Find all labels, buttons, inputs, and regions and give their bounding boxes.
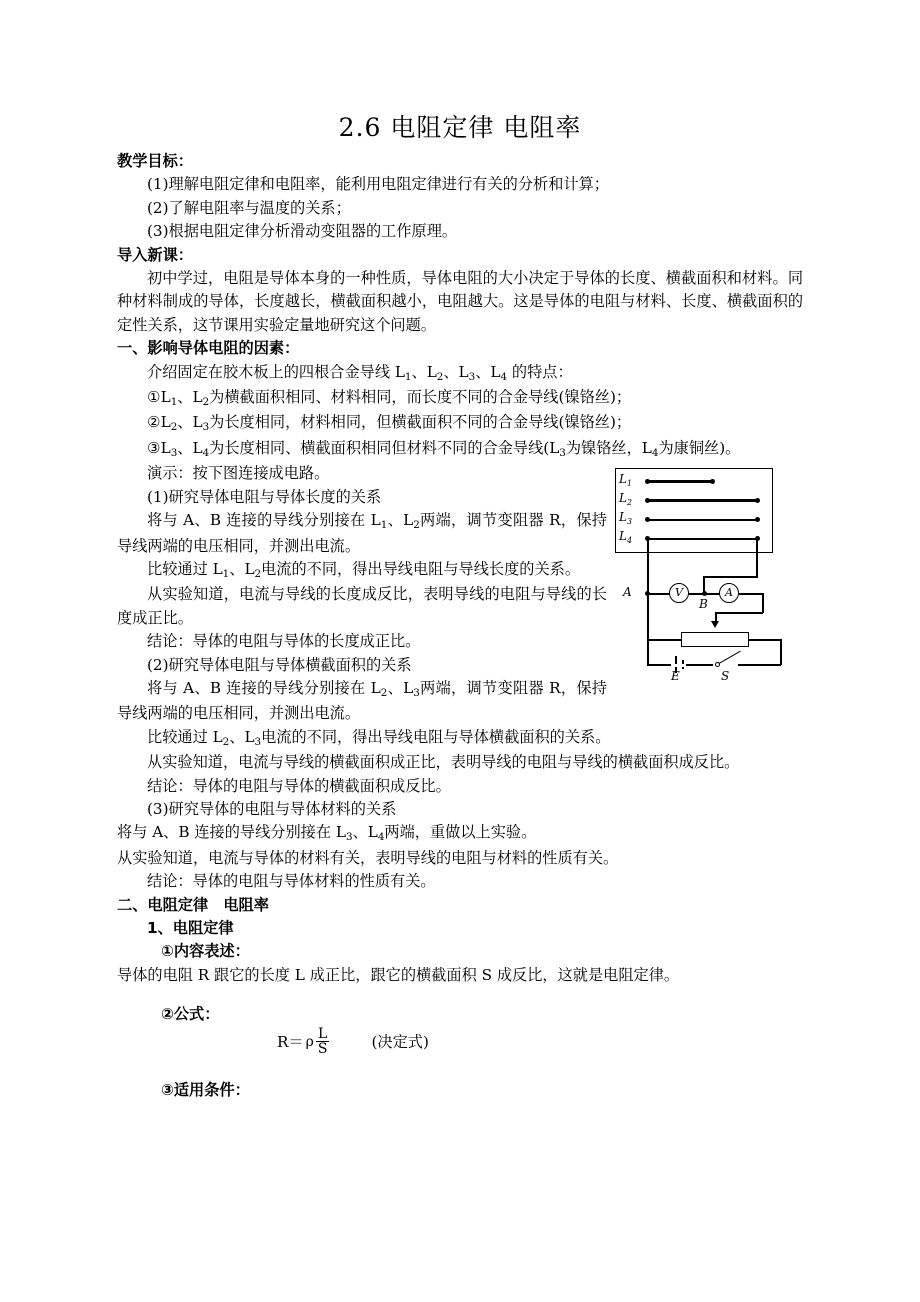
- label-node-a: A: [623, 585, 632, 600]
- wire-rheostat-left: [647, 639, 681, 641]
- experiment-1-para-2: 比较通过 $L_1$、$L_2$电流的不同，得出导线电阻与导线长度的关系。: [147, 559, 581, 580]
- wire-right-vertical: [780, 639, 782, 665]
- label-node-b: B: [699, 597, 708, 612]
- experiment-1-conclusion: 结论：导体的电阻与导体的长度成正比。: [147, 632, 421, 651]
- experiment-3-conclusion: 结论：导体的电阻与导体材料的性质有关。: [147, 872, 436, 891]
- bus-left-vertical: [647, 538, 649, 665]
- wire-l4: [647, 538, 758, 540]
- wire-rheostat-right: [749, 639, 781, 641]
- ammeter-icon: A: [719, 583, 739, 603]
- section-one-heading: 一、影响导体电阻的因素：: [117, 339, 300, 358]
- wire-item-2: $②L_2$、$L_3$为长度相同，材料相同，但横截面积不同的合金导线(镍铬丝)；: [147, 413, 632, 434]
- slider-arrow-icon: [711, 621, 719, 628]
- experiment-1-para-3: 从实验知道，电流与导线的长度成反比，表明导线的电阻与导线的长度成正比。: [117, 585, 607, 627]
- rail-right-of-switch: [738, 664, 781, 666]
- wire-item-3: $③L_3$、$L_4$为长度相同、横截面积相同但材料不同的合金导线($L_3$为镍铬丝，$L_4$为康铜丝)。: [147, 438, 741, 459]
- objective-item-2: (2)了解电阻率与温度的关系；: [147, 198, 351, 217]
- rail-left-of-battery: [647, 664, 671, 666]
- wire-ammeter-out: [739, 593, 763, 595]
- label-l3: $L_3$: [619, 510, 632, 526]
- label-switch: S: [721, 669, 730, 684]
- page-content: [117, 0, 803, 1102]
- formula-note: (决定式): [371, 1033, 429, 1052]
- wire-to-slider: [715, 612, 763, 614]
- wire-item-1: $①L_1$、$L_2$为横截面积相同、材料相同，而长度不同的合金导线(镍铬丝)；: [147, 388, 632, 408]
- objective-item-3: (3)根据电阻定律分析滑动变阻器的工作原理。: [147, 222, 458, 241]
- rail-battery-to-switch: [686, 664, 716, 666]
- lead-right-vertical: [756, 538, 758, 577]
- rheostat-body: [681, 632, 749, 647]
- experiment-3-title: (3)研究导体的电阻与导体材料的关系: [147, 799, 397, 818]
- wire-l2: [647, 499, 758, 502]
- demo-line: 演示：按下图连接成电路。: [147, 464, 330, 483]
- experiment-3-para-1: 将与 A、B 连接的导线分别接在 $L_3$、$L_4$两端，重做以上实验。: [117, 823, 537, 844]
- label-l4: $L_4$: [619, 529, 632, 545]
- formula-denominator: S: [317, 1041, 328, 1058]
- circuit-diagram: [607, 466, 803, 690]
- section-one-intro: 介绍固定在胶木板上的四根合金导线 $L_1$、$L_2$、$L_3$、$L_4$ 的特点：: [147, 362, 573, 383]
- wire-a-to-voltmeter: [647, 593, 670, 595]
- objectives-heading: 教学目标：: [117, 152, 193, 170]
- experiment-2-para-2: 比较通过 $L_2$、$L_3$电流的不同，得出导线电阻与导体横截面积的关系。: [147, 727, 611, 748]
- lead-right-horizontal: [703, 576, 758, 578]
- page-title: 2.6 电阻定律 电阻率: [338, 113, 582, 142]
- wire-l1: [647, 480, 713, 483]
- experiment-1-para-1: 将与 A、B 连接的导线分别接在 $L_1$、$L_2$两端，调节变阻器 R，保持导线两端的电压相同，并测出电流。: [117, 511, 607, 555]
- experiment-2-title: (2)研究导体电阻与导体横截面积的关系: [147, 655, 412, 674]
- label-l1: $L_1$: [619, 472, 632, 488]
- experiment-2-conclusion: 结论：导体的电阻与导体的横截面积成反比。: [147, 776, 451, 795]
- voltmeter-icon: V: [669, 583, 689, 603]
- resistance-formula: [117, 1027, 803, 1079]
- objective-item-1: (1)理解电阻定律和电阻率，能利用电阻定律进行有关的分析和计算；: [147, 175, 609, 194]
- label-l2: $L_2$: [619, 491, 632, 507]
- intro-heading: 导入新课：: [117, 245, 193, 264]
- experiment-1-title: (1)研究导体电阻与导体长度的关系: [147, 487, 382, 506]
- law-subheading: 1、电阻定律: [147, 919, 234, 937]
- wire-ammeter-down: [762, 593, 764, 613]
- wire-l3: [647, 519, 758, 521]
- law-item-1-heading: ①内容表述：: [161, 942, 250, 961]
- wire-b-to-ammeter: [704, 593, 720, 595]
- circuit-diagram-figure: [607, 466, 803, 690]
- formula-numerator: L: [318, 1025, 328, 1042]
- section-two-heading: 二、电阻定律 电阻率: [117, 895, 269, 914]
- formula-rho: ρ: [305, 1033, 314, 1050]
- formula-fraction: [316, 1027, 330, 1057]
- vertical-spacer: [117, 987, 803, 1003]
- label-battery: E: [671, 669, 680, 684]
- formula-lhs: R＝: [277, 1033, 304, 1052]
- experiment-3-para-2: 从实验知道，电流与导体的材料有关，表明导线的电阻与材料的性质有关。: [117, 848, 619, 867]
- law-item-2-heading: ②公式：: [161, 1005, 220, 1024]
- experiment-2-para-1: 将与 A、B 连接的导线分别接在 $L_2$、$L_3$两端，调节变阻器 R，保持导线两端的电压相同，并测出电流。: [117, 678, 607, 723]
- experiment-2-para-3: 从实验知道，电流与导线的横截面积成正比，表明导线的电阻与导线的横截面积成反比。: [147, 753, 740, 772]
- intro-body: 初中学过，电阻是导体本身的一种性质，导体电阻的大小决定于导体的长度、横截面积和材料。同种材料制成的导体，长度越长，横截面积越小，电阻越大。这是导体的电阻与材料、长度、横截面积的定性关系，这节课用实验定量地研究这个问题。: [117, 269, 803, 334]
- law-item-3-heading: ③适用条件：: [161, 1080, 250, 1099]
- law-item-1-body: 导体的电阻 R 跟它的长度 L 成正比，跟它的横截面积 S 成反比，这就是电阻定律。: [117, 965, 680, 984]
